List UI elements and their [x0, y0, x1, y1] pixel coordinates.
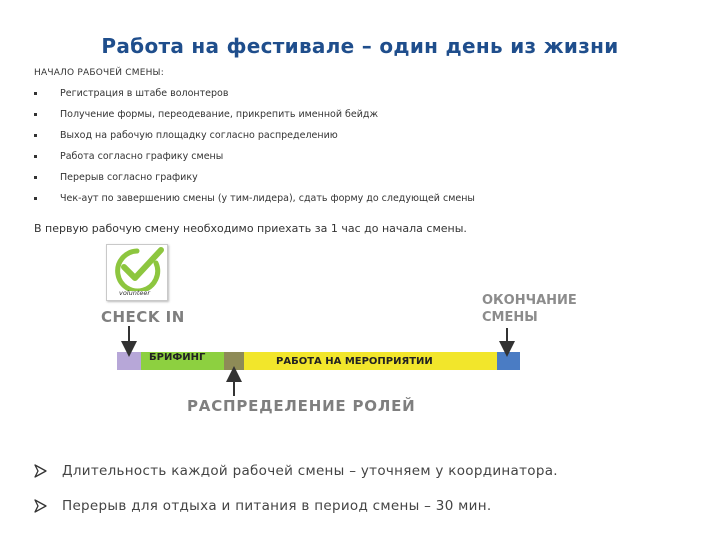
arrival-note: В первую рабочую смену необходимо приехать за 1 час до начала смены.	[34, 222, 467, 235]
badge-label: volunteer	[119, 289, 151, 297]
briefing-label: БРИФИНГ	[149, 352, 206, 363]
work-label: РАБОТА НА МЕРОПРИЯТИИ	[276, 356, 433, 367]
arrow-bullet-icon	[34, 464, 48, 478]
footer-item	[34, 498, 491, 514]
check-in-label: CHECK IN	[101, 308, 185, 326]
footer-item	[34, 463, 558, 479]
footer-text: Длительность каждой рабочей смены – уточняем у координатора.	[62, 463, 558, 479]
footer-text: Перерыв для отдыха и питания в период смены – 30 мин.	[62, 498, 492, 514]
step-text: Чек-аут по завершению смены (у тим-лидера), сдать форму до следующей смены	[60, 193, 475, 204]
page-title: Работа на фестивале – один день из жизни	[101, 34, 619, 58]
step-text: Выход на рабочую площадку согласно распределению	[60, 130, 338, 141]
roles-label: РАСПРЕДЕЛЕНИЕ РОЛЕЙ	[187, 397, 416, 415]
shift-end-line: ОКОНЧАНИЕ	[482, 293, 577, 308]
step-text: Работа согласно графику смены	[60, 151, 224, 162]
arrow-bullet-icon	[34, 499, 48, 513]
step-text: Перерыв согласно графику	[60, 172, 198, 183]
step-text: Получение формы, переодевание, прикрепить именной бейдж	[60, 109, 379, 120]
shift-start-heading: НАЧАЛО РАБОЧЕЙ СМЕНЫ:	[34, 68, 164, 78]
step-text: Регистрация в штабе волонтеров	[60, 88, 229, 99]
shift-end-line: СМЕНЫ	[482, 310, 538, 325]
